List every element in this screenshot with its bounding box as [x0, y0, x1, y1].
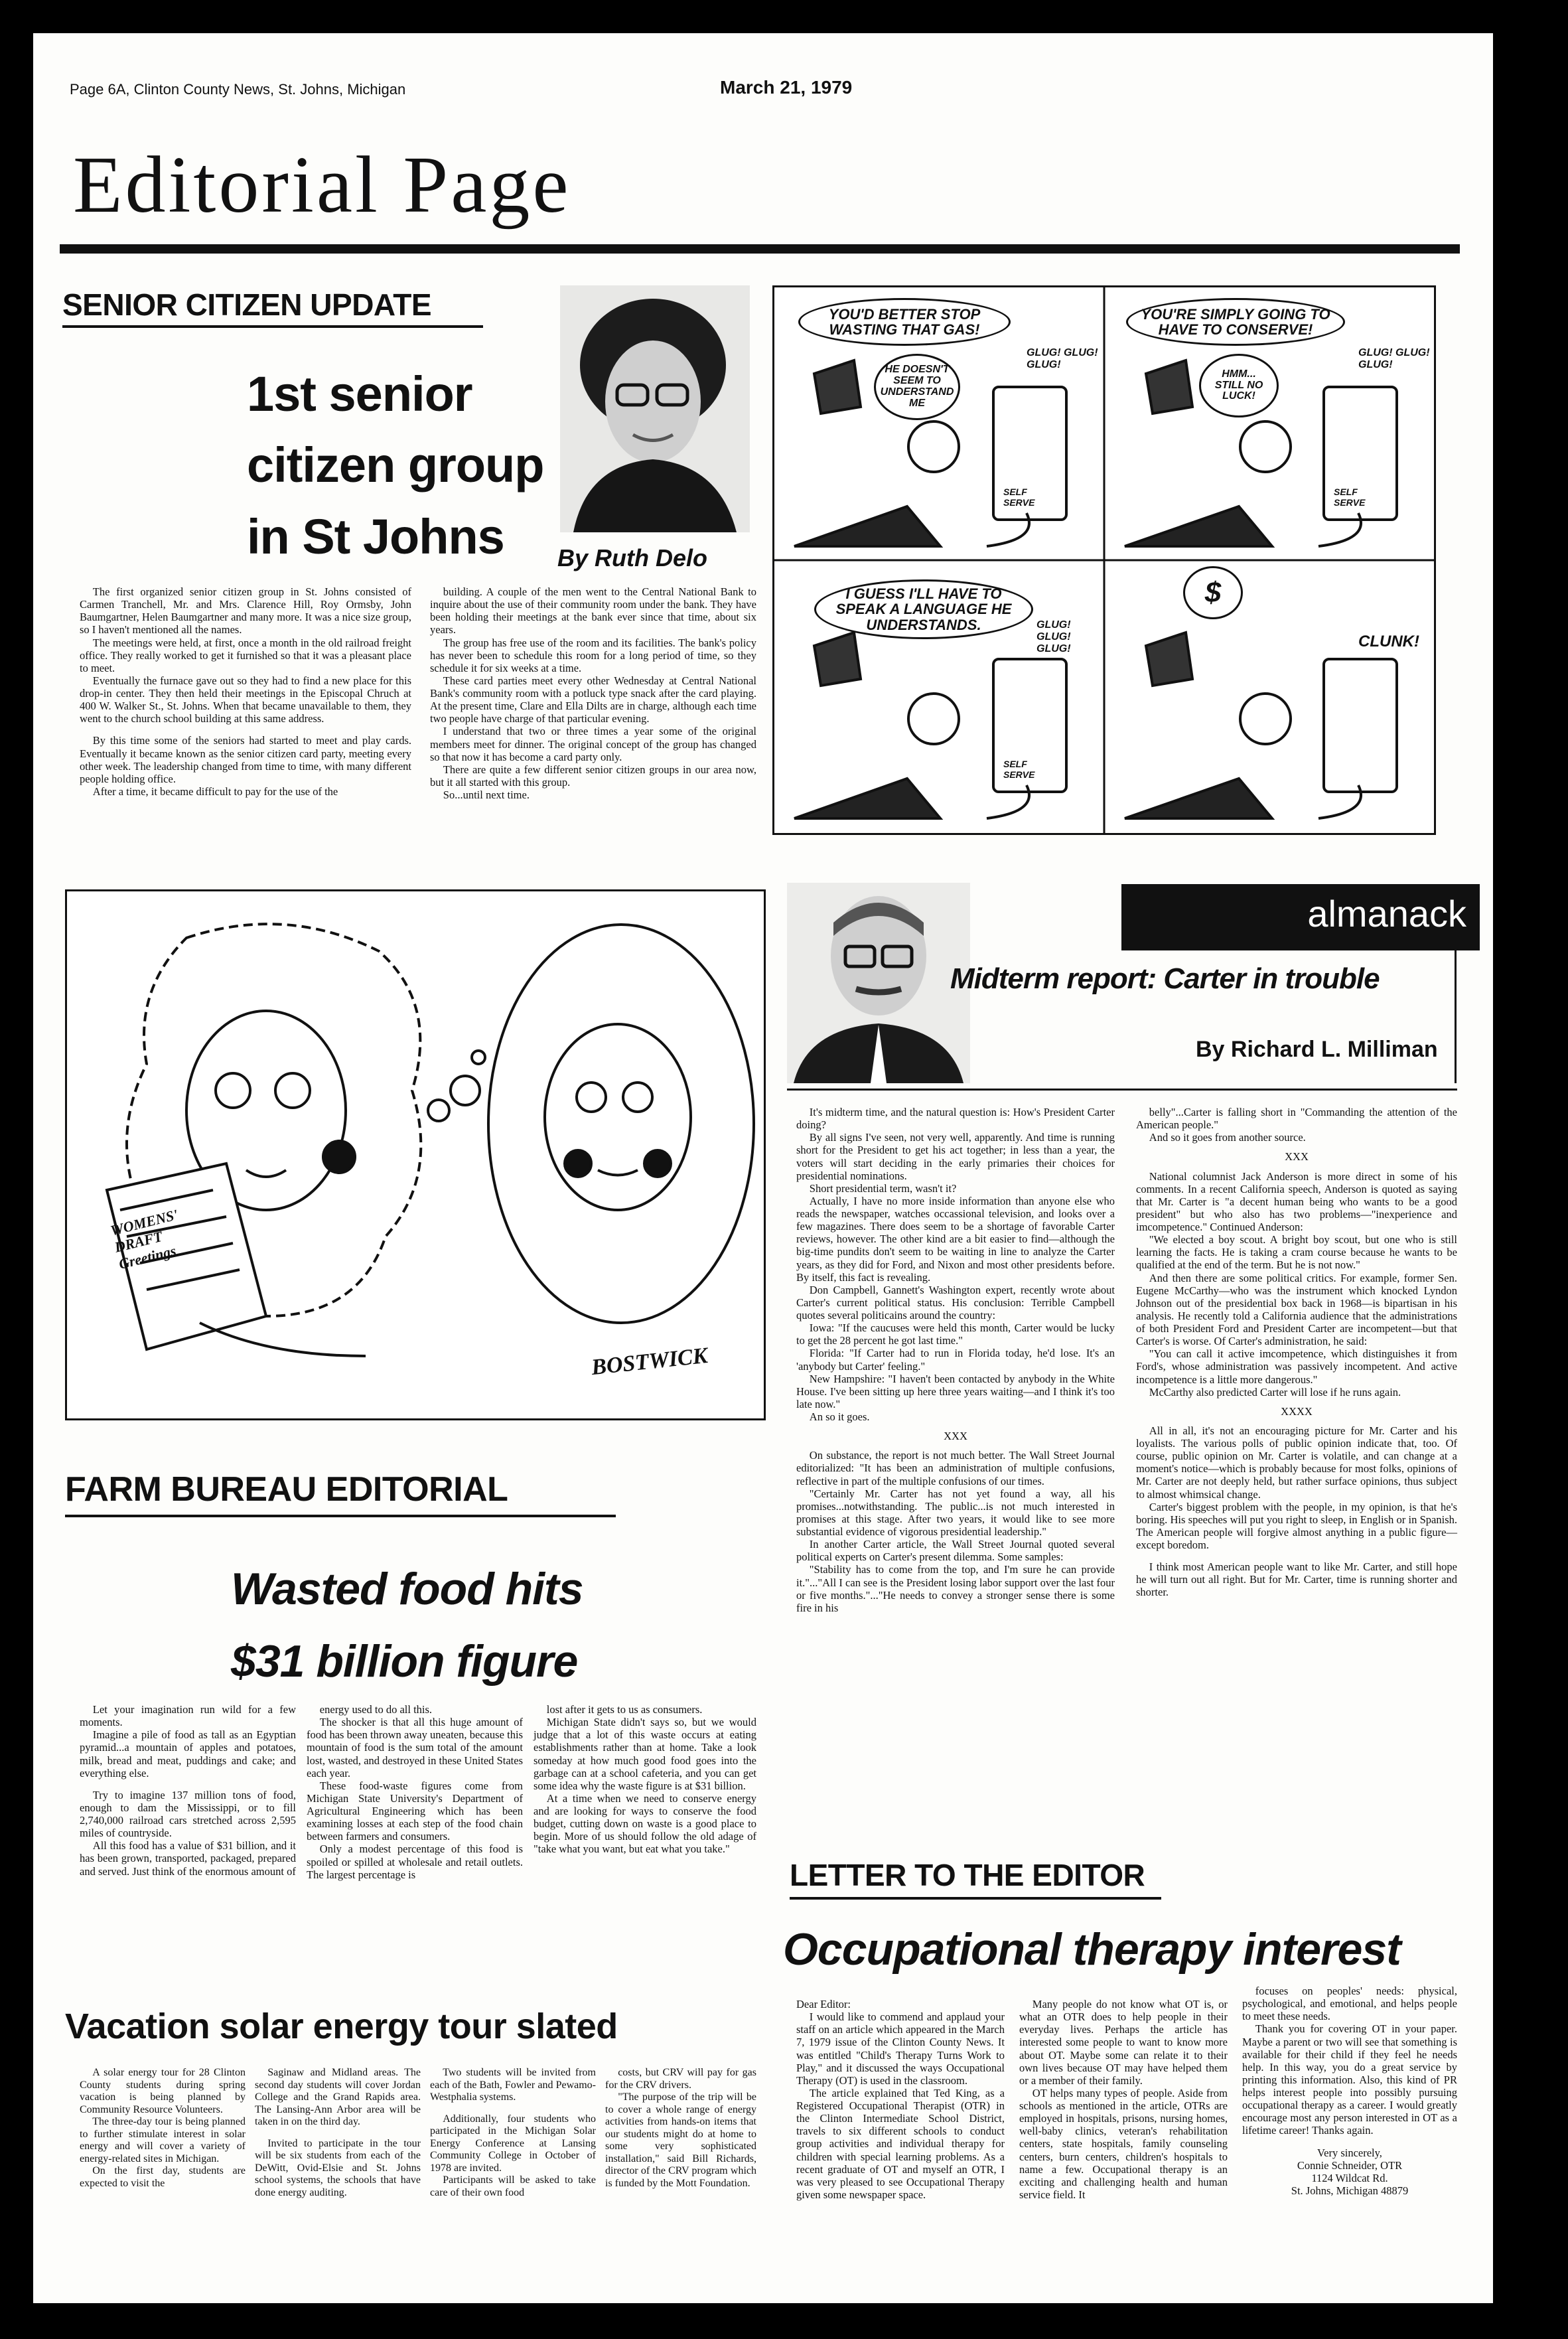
senior-col-2: [430, 585, 756, 801]
paragraph: I understand that two or three times a year some of the original members meet for dinner. The original concept of the group has changed so that now it has become a card party only.: [430, 725, 756, 763]
paragraph: Imagine a pile of food as tall as an Egyptian pyramid...a mountain of apples and potatoes, milk, bread and meat, puddings and cake; and everything else.: [80, 1728, 296, 1779]
farm-headline-line-2: $31 billion figure: [231, 1635, 578, 1687]
draft-card-label: WOMENS' DRAFT Greetings: [108, 1206, 180, 1273]
letter-author-city: St. Johns, Michigan 48879: [1291, 2184, 1409, 2197]
paragraph: All this food has a value of $31 billion, and it has been grown, transported, packaged, prepared and served. Just think of the enormous amount of: [80, 1839, 296, 1878]
farm-kicker: FARM BUREAU EDITORIAL: [65, 1470, 508, 1509]
panel4-dollar-bubble: $: [1183, 566, 1243, 619]
paragraph: Iowa: "If the caucuses were held this month, Carter would be lucky to get the 28 percent he got last time.": [796, 1321, 1115, 1347]
letter-col-2: [1019, 1998, 1228, 2201]
senior-headline-line-2: citizen group: [247, 437, 544, 493]
cartoon-drawing: [774, 287, 1434, 833]
panel3-sfx: GLUG! GLUG! GLUG!: [1036, 619, 1071, 654]
letter-headline: Occupational therapy interest: [783, 1924, 1401, 1975]
paragraph: Many people do not know what OT is, or what an OTR does to help people in their everyday lives. Perhaps the article has interested some people to want to know more about OT. Maybe some can relate it to their own lives because OT may have helped them or a member of their family.: [1019, 1998, 1228, 2087]
paragraph: McCarthy also predicted Carter will lose if he runs again.: [1149, 1385, 1401, 1398]
paragraph: The three-day tour is being planned to further stimulate interest in solar energy and will cover a variety of energy-related sites in Michigan.: [80, 2116, 246, 2164]
paragraph: OT helps many types of people. Aside from schools as mentioned in the article, OTRs are employed in hospitals, prisons, nursing homes, well-baby clinics, veteran's rehabilitation centers, state hospitals, family counseling centers, burn centers, children's hospitals to name a few. Occupational therapy is an exciting and challenging health and human service field. It: [1019, 2086, 1228, 2201]
farm-kicker-rule: [65, 1515, 616, 1517]
letter-signoff: Very sincerely,: [1317, 2146, 1382, 2159]
panel2-inner-bubble: HMM... STILL NO LUCK!: [1199, 354, 1279, 417]
paragraph: Don Campbell, Gannett's Washington expert, recently wrote about Carter's current political status. His conclusion: Terrible Campbell quotes several politicains around the country:: [796, 1283, 1115, 1321]
paragraph: Actually, I have no more inside information than anyone else who reads the newspaper, watches occassional television, and looks over a few magazines. There does seem to be a shortage of favorable Carter reviews, however. The other kind are a bit easier to find—although the big-time pundits don't seem to be waiting in line to analyze the Carter years, as they did for Ford, and Nixon and most other presidents before. By itself, this fact is revealing.: [796, 1194, 1115, 1284]
paragraph: On substance, the report is not much better. The Wall Street Journal editorialized: "It has been an administration of multiple confusions, reflective in part of the multiple confusions of our times.: [796, 1449, 1115, 1487]
panel2-speech-bubble: YOU'RE SIMPLY GOING TO HAVE TO CONSERVE!: [1126, 298, 1345, 346]
paragraph: These food-waste figures come from Michigan State University's Department of Agricultural Engineering which has been examining losses at each step of the food chain between farmers and consumers.: [307, 1779, 523, 1843]
paragraph: The first organized senior citizen group in St. Johns consisted of Carmen Tranchell, Mr. and Mrs. Clarence Hill, Roy Ormsby, John Baumgartner, Helen Baumgartner and many more. It was a nice size group, so I haven't mentioned all the names.: [80, 585, 411, 637]
letter-col-1: [796, 1998, 1005, 2201]
paragraph: I would like to commend and applaud your staff on an article which appeared in the March 7, 1979 issue of the Clinton County News. It was entitled "Child's Therapy Turns Work to Play," and it discussed the ways Occupational Therapy (OT) is used in the classroom.: [796, 2010, 1005, 2087]
paragraph: After a time, it became difficult to pay for the use of the: [92, 785, 338, 798]
masthead-title: Editorial Page: [73, 140, 571, 230]
section-break: XXXX: [1281, 1404, 1313, 1418]
paragraph: Only a modest percentage of this food is spoiled or spilled at wholesale and retail outlets. The largest percentage is: [307, 1843, 523, 1881]
letter-kicker-rule: [790, 1897, 1161, 1900]
author-photo-ruth-delo: [560, 285, 750, 532]
newspaper-page: [33, 33, 1493, 2303]
farm-headline: [231, 1553, 583, 1698]
senior-kicker-rule: [62, 325, 483, 328]
letter-col-3: [1242, 1985, 1457, 2197]
paragraph: Michigan State didn't says so, but we would judge that a lot of this waste occurs at eating establishments rather than at home. Take a look someday at how much good food goes into the garbage can at a school cafeteria, and you can get some idea why the waste figure is at $31 billion.: [534, 1716, 756, 1792]
letter-author-name: Connie Schneider, OTR: [1297, 2158, 1403, 2172]
paragraph: "The purpose of the trip will be to cover a whole range of energy activities from hands-on items that our students might do at home to some very sophisticated installation," said Bill Richards, director of the CRV program which is funded by the Mott Foundation.: [605, 2091, 756, 2189]
pump-label: SELF SERVE: [1003, 759, 1035, 780]
paragraph: An so it goes.: [809, 1410, 870, 1423]
paragraph: lost after it gets to us as consumers.: [546, 1703, 703, 1716]
paragraph: National columnist Jack Anderson is more direct in some of his comments. In a recent California speech, Anderson is quoted as saying that Mr. Carter is "a decent human being who wants to be a good president" but who also has two problems—"inexperience and imcompetence." Continued Anderson:: [1136, 1170, 1457, 1233]
almanack-headline: Midterm report: Carter in trouble: [950, 962, 1380, 995]
masthead-rule: [60, 244, 1460, 254]
almanack-rule: [787, 1089, 1457, 1091]
panel4-sfx: CLUNK!: [1358, 633, 1419, 650]
senior-kicker: SENIOR CITIZEN UPDATE: [62, 287, 432, 322]
letter-kicker: LETTER TO THE EDITOR: [790, 1858, 1145, 1892]
paragraph: And so it goes from another source.: [1149, 1131, 1306, 1144]
paragraph: Carter's biggest problem with the people, in my opinion, is that he's boring. His speeches will put you right to sleep, in English or in Spanish. The American people will forgive almost anything in a public figure—except boredom.: [1136, 1500, 1457, 1551]
paragraph: Eventually the furnace gave out so they had to find a new place for this drop-in center. They then held their meetings in the Episcopal Chruch at 400 W. Walker St., St. Johns. When that became unavailable to them, they went to the church school building at this same address.: [80, 674, 411, 725]
farm-headline-line-1: Wasted food hits: [231, 1564, 583, 1614]
paragraph: The group has free use of the room and its facilities. The bank's policy has never been to schedule this room for a long period of time, so they schedule it for six weeks at a time.: [430, 636, 756, 674]
paragraph: I think most American people want to like Mr. Carter, and still hope he will turn out all right. But for Mr. Carter, time is running shorter and shorter.: [1136, 1560, 1457, 1599]
almanack-side-rule: [1455, 950, 1457, 1083]
paragraph: Let your imagination run wild for a few moments.: [80, 1703, 296, 1729]
womens-draft-cartoon: [65, 889, 766, 1420]
pump-label: SELF SERVE: [1334, 487, 1366, 508]
paragraph: "You can call it active imcompetence, which distinguishes it from Ford's, whose administration was passively incompetent. And active incompetence is a little more dangerous.": [1136, 1347, 1457, 1386]
paragraph: The article explained that Ted King, as a Registered Occupational Therapist (OTR) in the Clinton Intermediate School District, travels to six different schools to conduct group activities and individual therapy for children with special learning problems. As a recent graduate of OT and myself an OTR, I was very pleased to see Occupational Therapy given some newspaper space.: [796, 2086, 1005, 2201]
paragraph: By all signs I've seen, not very well, apparently. And time is running short for the President to get his act together; in less than a year, the voters will start deciding in the early primaries their choices for presidential nominations.: [796, 1131, 1115, 1182]
solar-headline: Vacation solar energy tour slated: [65, 2006, 618, 2046]
almanack-col-2: [1136, 1106, 1457, 1599]
cartoonist-signature: BOSTWICK: [590, 1343, 709, 1381]
panel1-speech-bubble: YOU'D BETTER STOP WASTING THAT GAS!: [798, 298, 1011, 346]
paragraph: Short presidential term, wasn't it?: [809, 1181, 957, 1195]
section-break: XXX: [1285, 1150, 1309, 1164]
paragraph: "We elected a boy scout. A bright boy scout, but one who is still learning the facts. He is taking a cram course because he wants to be qualified at the end of the term. But he is not now.": [1136, 1233, 1457, 1272]
letter-author-address: 1124 Wildcat Rd.: [1311, 2171, 1388, 2184]
paragraph: Thank you for covering OT in your paper. Maybe a parent or two will see that something is available for their child if they feel he needs help. In this way, you do a great service by printing this information. Also, this kind of PR helps interest people into possibly pursuing occupational therapy as a career. I would greatly encourage most any person interested in OT as a lifetime career! Thanks again.: [1242, 2022, 1457, 2137]
solar-col-1: [80, 2067, 246, 2190]
farm-col-1: [80, 1703, 296, 1878]
gas-conservation-cartoon: [772, 285, 1436, 835]
paragraph: The shocker is that all this huge amount of food has been thrown away uneaten, because this mountain of food is the sum total of the amount lost, wasted, and destroyed in these United States each year.: [307, 1716, 523, 1779]
paragraph: It's midterm time, and the natural question is: How's President Carter doing?: [796, 1106, 1115, 1132]
cartoon-drawing: [67, 891, 764, 1418]
pump-label: SELF SERVE: [1003, 487, 1035, 508]
paragraph: All in all, it's not an encouraging picture for Mr. Carter and his loyalists. The various polls of public opinion indicate that, too. Of course, public opinion on Mr. Carter is volatile, and can change at a moment's notice—which is probably because for most folks, opinions of Mr. Carter are not deeply held, but rather surface opinions, thus subject to almost whimsical change.: [1136, 1424, 1457, 1501]
paragraph: belly"...Carter is falling short in "Commanding the attention of the American people.": [1136, 1106, 1457, 1132]
paragraph: These card parties meet every other Wednesday at Central National Bank's community room with a potluck type snack after the card playing. At the present time, Clare and Ella Dilts are in charge, although each time two people have charge of that particular evening.: [430, 674, 756, 725]
paragraph: By this time some of the seniors had started to meet and play cards. Eventually it became known as the senior citizen card party, meeting every other week. The leadership changed from time to time, with many different people holding office.: [80, 734, 411, 785]
panel1-inner-bubble: HE DOESN'T SEEM TO UNDERSTAND ME: [874, 354, 960, 420]
salutation: Dear Editor:: [796, 1998, 851, 2010]
almanack-col-1: [796, 1106, 1115, 1614]
paragraph: And then there are some political critics. For example, former Sen. Eugene McCarthy—who was the instrument which knocked Lyndon Johnson out of the presidential box back in 1968—is bipartisan in his analysis. He recently told a California audience that the administrations of both President Ford and President Carter are incompetent—but that Carter's is worse. Of Carter's administration, he said:: [1136, 1271, 1457, 1348]
solar-col-4: [605, 2067, 756, 2190]
almanack-byline: By Richard L. Milliman: [1196, 1037, 1438, 1062]
paragraph: New Hampshire: "I haven't been contacted by anybody in the White House. I've been sitting up here three years waiting—and I think it's too late now.": [796, 1372, 1115, 1410]
issue-date: March 21, 1979: [720, 77, 853, 98]
senior-headline-line-1: 1st senior: [247, 366, 472, 421]
paragraph: Saginaw and Midland areas. The second day students will cover Jordan College and the Grand Rapids area. The Lansing-Ann Arbor area will be taken in on the third day.: [255, 2067, 421, 2128]
paragraph: Try to imagine 137 million tons of food, enough to dam the Mississippi, or to fill 2,740,000 railroad cars stretched across 2,595 miles of countryside.: [80, 1788, 296, 1840]
panel3-speech-bubble: I GUESS I'LL HAVE TO SPEAK A LANGUAGE HE UNDERSTANDS.: [814, 579, 1033, 639]
senior-headline: [247, 358, 592, 572]
paragraph: The meetings were held, at first, once a month in the old railroad freight office. They really worked to get it furnished so that it was a pleasant place to meet.: [80, 636, 411, 674]
paragraph: building. A couple of the men went to the Central National Bank to inquire about the use of their community room under the bank. They have been holding their meetings at the bank ever since that time, about six years.: [430, 585, 756, 637]
paragraph: Florida: "If Carter had to run in Florida today, he'd lose. It's an 'anybody but Carter' feeling.": [796, 1347, 1115, 1373]
page-folio: Page 6A, Clinton County News, St. Johns, Michigan: [70, 81, 406, 98]
farm-col-2: [307, 1703, 523, 1881]
paragraph: "Certainly Mr. Carter has not yet found a way, all his promises...notwithstanding. The public...is not much interested in promises at this stage. After two years, it would like to see more substantial evidence of vigorous presidential leadership.": [796, 1487, 1115, 1538]
paragraph: At a time when we need to conserve energy and are looking for ways to conserve the food budget, cutting down on waste is a good place to begin. More of us should follow the old adage of "take what you want, but eat what you take.": [534, 1791, 756, 1856]
almanack-section-label: almanack: [1121, 884, 1480, 950]
farm-col-3: [534, 1703, 756, 1856]
senior-col-1: [80, 585, 411, 798]
senior-headline-line-3: in St Johns: [247, 508, 504, 564]
paragraph: Additionally, four students who participated in the Michigan Solar Energy Conference at Lansing Community College in October of 1978 are invited.: [430, 2113, 596, 2174]
paragraph: On the first day, students are expected to visit the: [80, 2165, 246, 2189]
paragraph: focuses on peoples' needs: physical, psychological, and emotional, and helps people to meet these needs.: [1242, 1985, 1457, 2023]
paragraph: So...until next time.: [443, 789, 530, 801]
senior-byline: By Ruth Delo: [557, 544, 708, 571]
paragraph: Participants will be asked to take care of their own food: [430, 2174, 596, 2198]
author-photo-richard-milliman: [787, 883, 970, 1083]
paragraph: costs, but CRV will pay for gas for the CRV drivers.: [605, 2067, 756, 2091]
panel1-sfx: GLUG! GLUG! GLUG!: [1027, 347, 1098, 370]
section-break: XXX: [944, 1430, 967, 1443]
solar-col-2: [255, 2067, 421, 2199]
paragraph: Two students will be invited from each of the Bath, Fowler and Pewamo-Westphalia systems.: [430, 2067, 596, 2103]
paragraph: In another Carter article, the Wall Street Journal quoted several political experts on Carter's present dilemma. Some samples:: [796, 1538, 1115, 1564]
paragraph: There are quite a few different senior citizen groups in our area now, but it all started with this group.: [430, 763, 756, 789]
paragraph: A solar energy tour for 28 Clinton County students during spring vacation is being planned by Community Resource Volunteers.: [80, 2067, 246, 2115]
paragraph: Invited to participate in the tour will be six students from each of the DeWitt, Ovid-Elsie and St. Johns school systems, the schools that have done energy auditing.: [255, 2137, 421, 2198]
solar-col-3: [430, 2067, 596, 2199]
paragraph: energy used to do all this.: [319, 1703, 433, 1716]
panel2-sfx: GLUG! GLUG! GLUG!: [1358, 347, 1430, 370]
paragraph: "Stability has to come from the top, and I'm sure he can provide it."..."All I can see is the President losing labor support over the last four or five months."..."He needs to convey a stronger sense there is some fire in his: [796, 1563, 1115, 1614]
